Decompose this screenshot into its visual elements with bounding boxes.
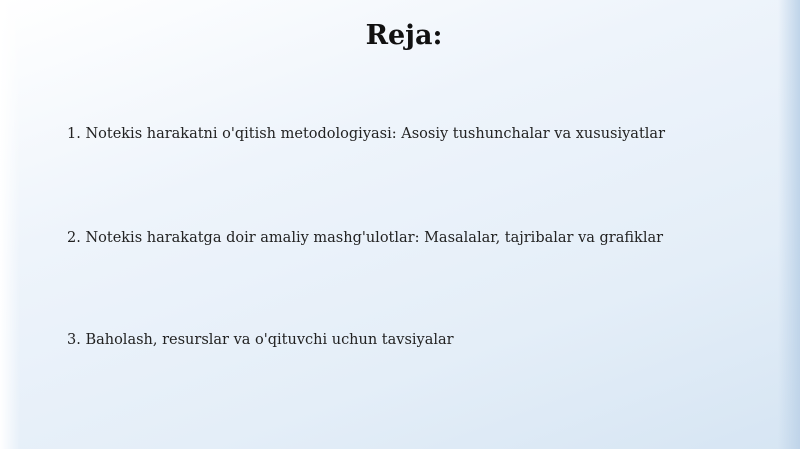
slide-title: Reja:	[365, 20, 443, 51]
plan-item-1: 1. Notekis harakatni o'qitish metodologiyasi: Asosiy tushunchalar va xususiyatlar	[67, 126, 665, 142]
slide-left-edge	[0, 0, 20, 449]
plan-item-3: 3. Baholash, resurslar va o'qituvchi uchun tavsiyalar	[67, 332, 454, 348]
slide-right-edge	[778, 0, 800, 449]
plan-item-2: 2. Notekis harakatga doir amaliy mashg'ulotlar: Masalalar, tajribalar va grafiklar	[67, 230, 664, 246]
